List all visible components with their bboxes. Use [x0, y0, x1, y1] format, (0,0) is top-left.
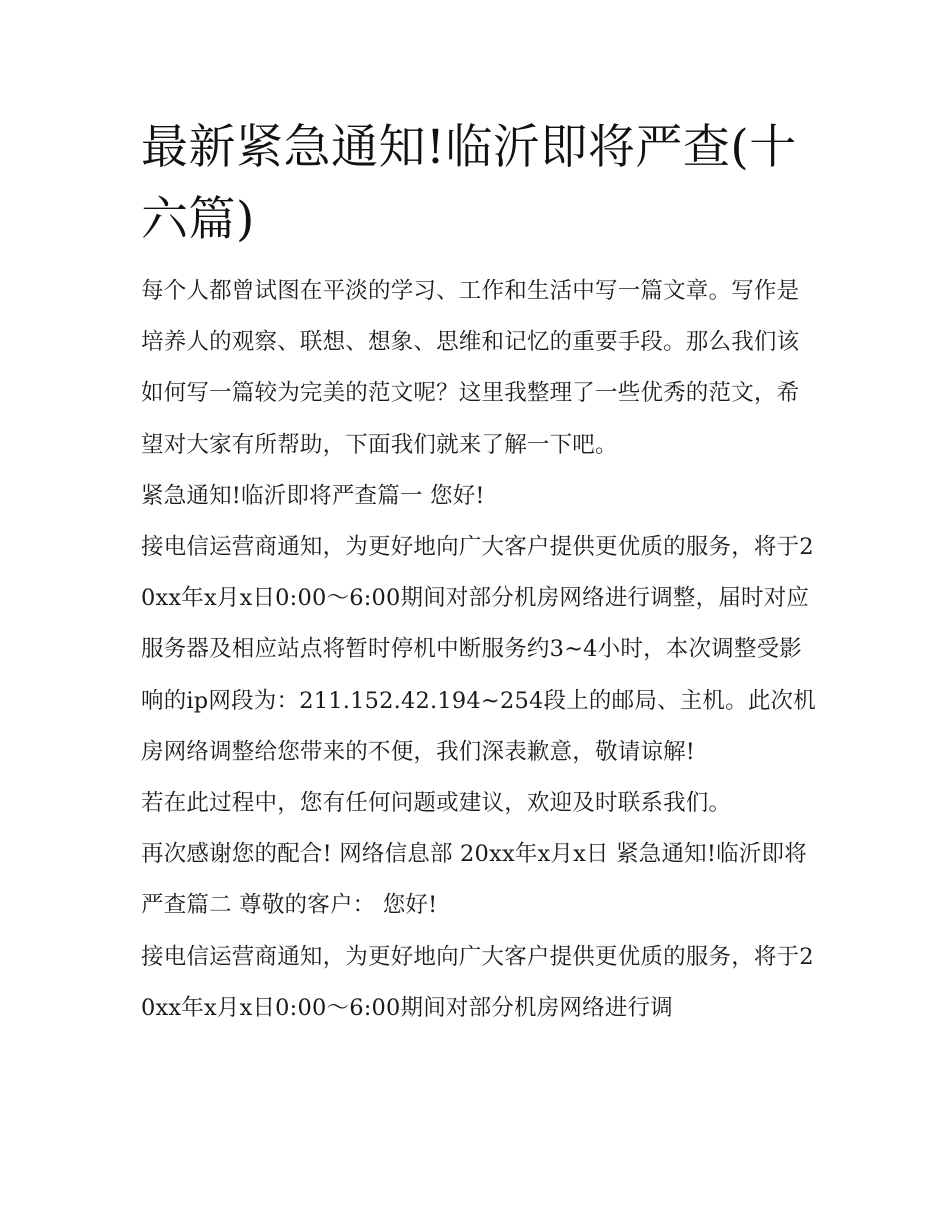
paragraph-notice-1: 接电信运营商通知，为更好地向广大客户提供更优质的服务，将于20xx年x月x日0:00～6:00期间对部分机房网络进行调整，届时对应服务器及相应站点将暂时停机中断服务约3~4小时，本次调整受影响的ip网段为：211.152.42.194~254段上的邮局、主机。此次机房网络调整给您带来的不便，我们深表歉意，敬请谅解!	[141, 534, 816, 765]
document-title: 最新紧急通知!临沂即将严查(十六篇)	[141, 120, 797, 247]
document-body	[141, 266, 821, 1034]
paragraph-contact: 若在此过程中，您有任何问题或建议，欢迎及时联系我们。	[141, 790, 732, 817]
paragraph-notice-2: 接电信运营商通知，为更好地向广大客户提供更优质的服务，将于20xx年x月x日0:00～6:00期间对部分机房网络进行调	[141, 943, 814, 1021]
paragraph-thanks-and-section-2: 再次感谢您的配合! 网络信息部 20xx年x月x日 紧急通知!临沂即将严查篇二 尊敬的客户： 您好!	[141, 841, 807, 919]
paragraph-intro: 每个人都曾试图在平淡的学习、工作和生活中写一篇文章。写作是培养人的观察、联想、想象、思维和记忆的重要手段。那么我们该如何写一篇较为完美的范文呢？这里我整理了一些优秀的范文，希望对大家有所帮助，下面我们就来了解一下吧。	[141, 278, 800, 458]
paragraph-section-1-heading: 紧急通知!临沂即将严查篇一 您好!	[141, 482, 485, 509]
document-page	[141, 112, 821, 1034]
